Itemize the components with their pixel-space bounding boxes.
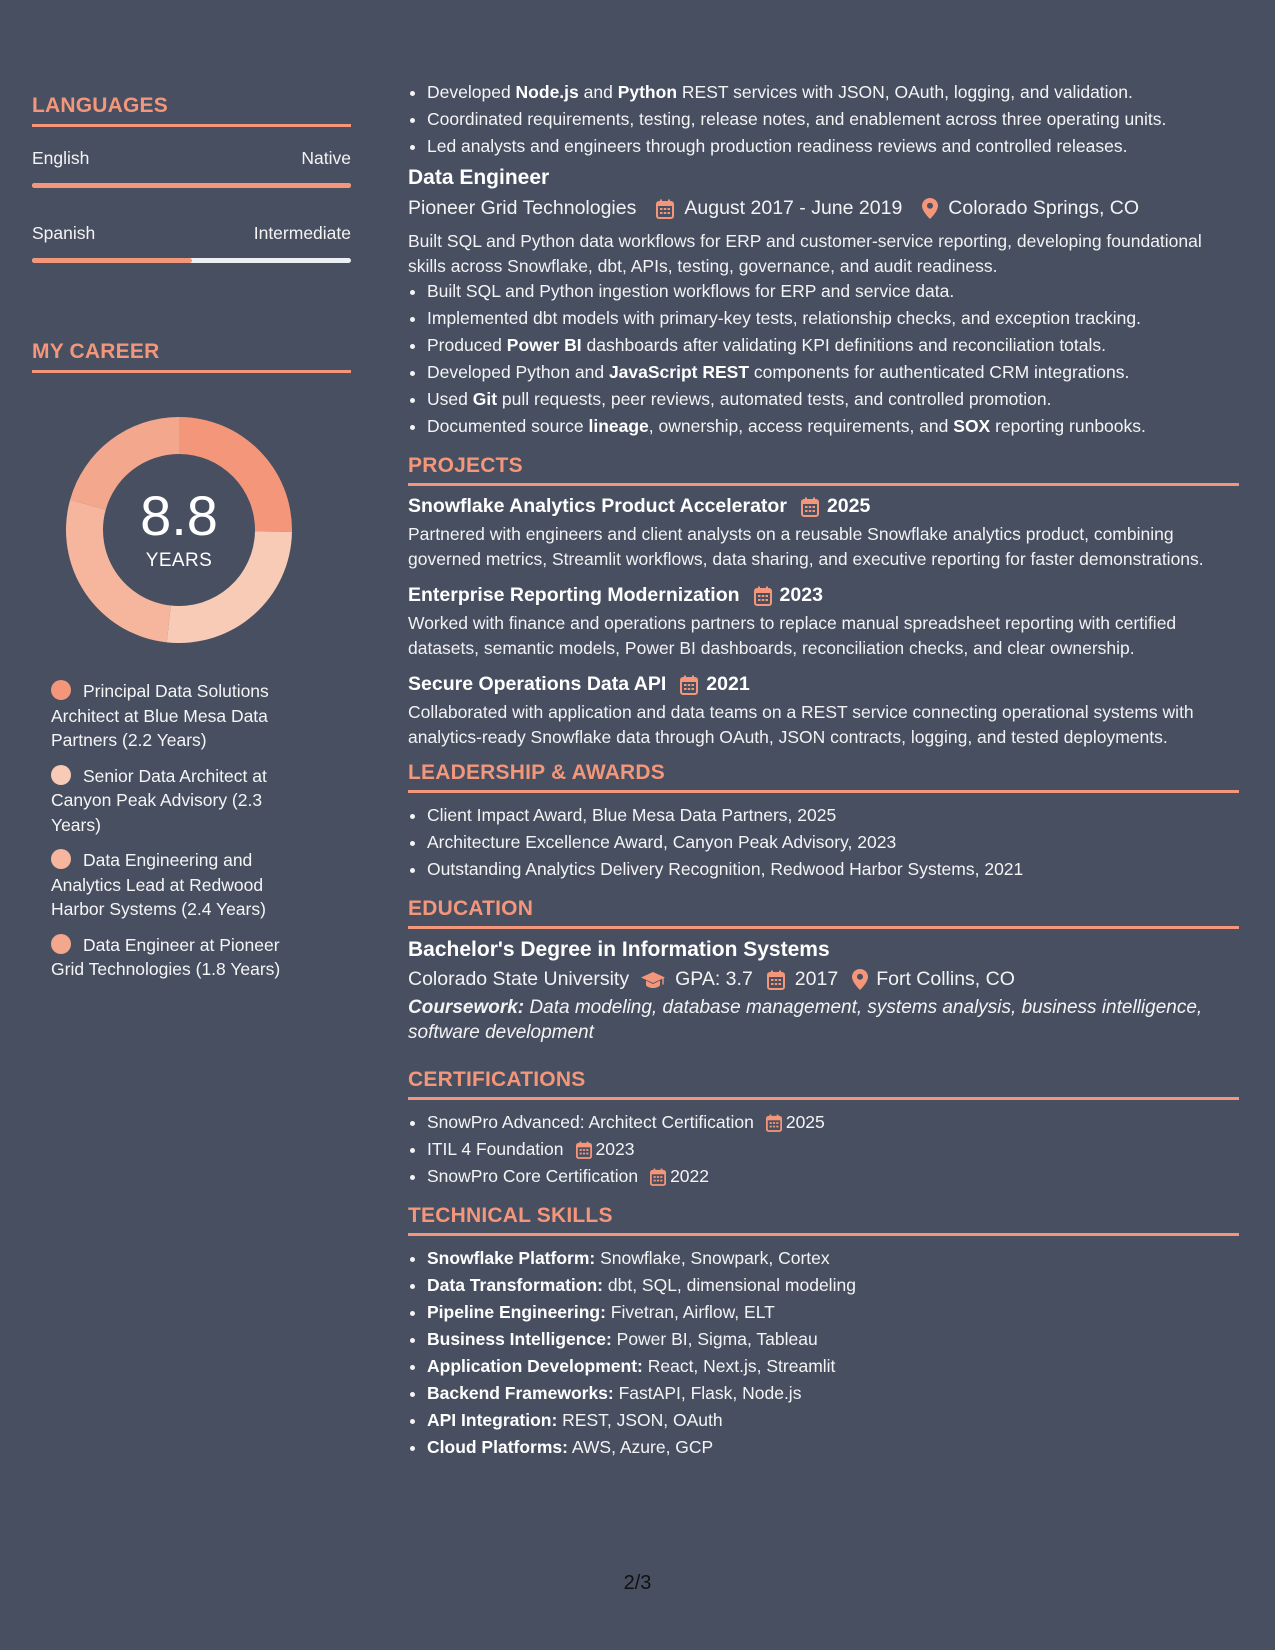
career-title: MY CAREER bbox=[32, 340, 351, 373]
career-legend bbox=[51, 679, 313, 982]
company-name: Pioneer Grid Technologies bbox=[408, 197, 637, 219]
skill-category: Cloud Platforms: bbox=[427, 1437, 568, 1457]
bullet-text: , ownership, access requirements, and bbox=[648, 416, 954, 436]
project-name: Secure Operations Data API bbox=[408, 673, 667, 695]
languages-title: LANGUAGES bbox=[32, 94, 351, 127]
total-years-value: 8.8 bbox=[140, 484, 218, 547]
skill-item bbox=[427, 1380, 1239, 1407]
project-name: Snowflake Analytics Product Accelerator bbox=[408, 495, 787, 517]
coursework-text: Data modeling, database management, systems analysis, business intelligence, software development bbox=[408, 997, 1203, 1043]
certification-year: 2025 bbox=[785, 1112, 825, 1132]
bullet-text: pull requests, peer reviews, automated tests, and controlled promotion. bbox=[497, 389, 1052, 409]
experience-bullet bbox=[427, 413, 1239, 440]
career-role-label: Senior Data Architect at Canyon Peak Advisory (2.3 Years) bbox=[51, 765, 267, 835]
project-item bbox=[408, 584, 1239, 660]
skill-category: Data Transformation: bbox=[427, 1275, 603, 1295]
skill-values: Power BI, Sigma, Tableau bbox=[611, 1329, 818, 1349]
calendar-icon bbox=[801, 497, 819, 517]
certification-name: • ITIL 4 Foundation bbox=[427, 1139, 564, 1159]
legend-dot bbox=[51, 849, 71, 869]
job-title: Data Engineer bbox=[408, 166, 550, 189]
calendar-icon bbox=[656, 199, 674, 219]
bullet-text: reporting runbooks. bbox=[990, 416, 1146, 436]
skill-item bbox=[427, 1326, 1239, 1353]
awards-title: LEADERSHIP & AWARDS bbox=[408, 761, 1239, 793]
language-proficiency-bar bbox=[32, 183, 351, 188]
career-role-label: Data Engineering and Analytics Lead at Redwood Harbor Systems (2.4 Years) bbox=[51, 850, 266, 919]
award-item: • Client Impact Award, Blue Mesa Data Partners, 2025 bbox=[427, 802, 1239, 829]
experience-bullet bbox=[427, 305, 1239, 332]
calendar-icon bbox=[650, 1168, 666, 1186]
skill-values: REST, JSON, OAuth bbox=[557, 1410, 723, 1430]
skill-item bbox=[427, 1299, 1239, 1326]
bullet-text: Produced bbox=[427, 335, 507, 355]
certification-name: • SnowPro Core Certification bbox=[427, 1166, 639, 1186]
language-item bbox=[32, 148, 351, 188]
skill-category: Business Intelligence: bbox=[427, 1329, 612, 1349]
certification-item bbox=[427, 1163, 1239, 1190]
legend-dot bbox=[51, 765, 71, 785]
project-description: Worked with finance and operations partners to replace manual spreadsheet reporting with certified datasets, semantic models, Power BI dashboards, reconciliation checks, and clear ownership. bbox=[408, 613, 1177, 658]
skill-category: Application Development: bbox=[427, 1356, 643, 1376]
legend-dot bbox=[51, 680, 71, 700]
skill-values: React, Next.js, Streamlit bbox=[642, 1356, 836, 1376]
awards-list bbox=[408, 802, 1239, 883]
job-entry bbox=[408, 166, 1239, 440]
career-legend-item bbox=[51, 679, 313, 753]
skill-values: AWS, Azure, GCP bbox=[567, 1437, 714, 1457]
graduation-year: 2017 bbox=[794, 968, 839, 990]
certification-year: 2022 bbox=[670, 1166, 709, 1186]
school-location: Fort Collins, CO bbox=[876, 968, 1015, 990]
gpa: GPA: 3.7 bbox=[675, 968, 753, 990]
bullet-text: Used bbox=[427, 389, 473, 409]
previous-job-bullets bbox=[408, 79, 1239, 160]
location-pin-icon bbox=[852, 969, 868, 990]
experience-bullet bbox=[427, 386, 1239, 413]
education-meta bbox=[408, 968, 1239, 991]
skill-category: Backend Frameworks: bbox=[427, 1383, 614, 1403]
experience-bullet bbox=[427, 79, 1239, 106]
bullet-text: dashboards after validating KPI definitions and reconciliation totals. bbox=[581, 335, 1107, 355]
certification-item bbox=[427, 1109, 1239, 1136]
language-item bbox=[32, 223, 351, 263]
language-proficiency-fill bbox=[32, 258, 192, 263]
career-role-label: Data Engineer at Pioneer Grid Technologies (1.8 Years) bbox=[51, 934, 281, 979]
job-bullets bbox=[408, 278, 1239, 440]
job-dates: August 2017 - June 2019 bbox=[684, 197, 903, 219]
certifications-list bbox=[408, 1109, 1239, 1190]
project-item bbox=[408, 495, 1239, 571]
project-year: 2023 bbox=[779, 584, 823, 606]
experience-bullet bbox=[427, 359, 1239, 386]
bullet-text: Developed Python and bbox=[427, 362, 609, 382]
language-proficiency-bar bbox=[32, 258, 351, 263]
degree-title: Bachelor's Degree in Information Systems bbox=[408, 938, 830, 961]
bullet-text: Documented source bbox=[427, 416, 589, 436]
bullet-text: components for authenticated CRM integrations. bbox=[749, 362, 1130, 382]
calendar-icon bbox=[767, 970, 785, 990]
bullet-text: and bbox=[578, 82, 618, 102]
bold-keyword: Git bbox=[472, 389, 498, 409]
language-name: Spanish bbox=[32, 223, 96, 243]
bold-keyword: lineage bbox=[588, 416, 649, 436]
calendar-icon bbox=[754, 586, 772, 606]
skills-title: TECHNICAL SKILLS bbox=[408, 1204, 1239, 1236]
career-donut-chart bbox=[66, 417, 292, 643]
skill-item bbox=[427, 1353, 1239, 1380]
calendar-icon bbox=[680, 675, 698, 695]
project-year: 2021 bbox=[706, 673, 750, 695]
coursework bbox=[408, 996, 1239, 1045]
skill-values: Snowflake, Snowpark, Cortex bbox=[595, 1248, 830, 1268]
career-role-label: Principal Data Solutions Architect at Blue Mesa Data Partners (2.2 Years) bbox=[51, 681, 269, 750]
skill-values: dbt, SQL, dimensional modeling bbox=[603, 1275, 856, 1295]
coursework-label: Coursework: bbox=[408, 997, 525, 1018]
skill-item bbox=[427, 1434, 1239, 1461]
job-meta bbox=[408, 197, 1239, 220]
education-title: EDUCATION bbox=[408, 897, 1239, 929]
job-location: Colorado Springs, CO bbox=[948, 197, 1140, 219]
main-content bbox=[408, 79, 1239, 1461]
bullet-text: Developed bbox=[427, 82, 516, 102]
skill-item bbox=[427, 1272, 1239, 1299]
experience-bullet bbox=[427, 332, 1239, 359]
skill-item bbox=[427, 1407, 1239, 1434]
certifications-title: CERTIFICATIONS bbox=[408, 1068, 1239, 1100]
project-description: Partnered with engineers and client analysts on a reusable Snowflake analytics product, combining governed metrics, Streamlit workflows, data sharing, and executive reporting for faster demonstrations. bbox=[408, 524, 1204, 569]
legend-dot bbox=[51, 934, 71, 954]
bullet-text: Led analysts and engineers through production readiness reviews and controlled releases. bbox=[427, 136, 1128, 156]
calendar-icon bbox=[576, 1141, 592, 1159]
language-level: Intermediate bbox=[253, 223, 351, 243]
language-name: English bbox=[32, 148, 90, 168]
experience-bullet bbox=[427, 278, 1239, 305]
projects-title: PROJECTS bbox=[408, 454, 1239, 486]
skill-values: Fivetran, Airflow, ELT bbox=[605, 1302, 775, 1322]
language-level: Native bbox=[301, 148, 351, 168]
graduation-cap-icon bbox=[641, 971, 665, 989]
bullet-text: Built SQL and Python ingestion workflows for ERP and service data. bbox=[427, 281, 955, 301]
total-years-unit: YEARS bbox=[145, 550, 213, 571]
certification-name: • SnowPro Advanced: Architect Certification bbox=[427, 1112, 754, 1132]
calendar-icon bbox=[766, 1114, 782, 1132]
project-description: Collaborated with application and data teams on a REST service connecting operational systems with analytics-ready Snowflake data through OAuth, JSON contracts, logging, and tested deployments. bbox=[408, 702, 1194, 747]
bullet-text: Implemented dbt models with primary-key tests, relationship checks, and exception tracking. bbox=[427, 308, 1141, 328]
skills-list bbox=[408, 1245, 1239, 1461]
school-name: Colorado State University bbox=[408, 968, 630, 990]
bold-keyword: Power BI bbox=[506, 335, 582, 355]
certification-year: 2023 bbox=[595, 1139, 635, 1159]
bullet-text: REST services with JSON, OAuth, logging, and validation. bbox=[677, 82, 1133, 102]
project-name: Enterprise Reporting Modernization bbox=[408, 584, 740, 606]
job-summary: Built SQL and Python data workflows for ERP and customer-service reporting, developing foundational skills across Snowflake, dbt, APIs, testing, governance, and audit readiness. bbox=[408, 231, 1202, 276]
bullet-text: Coordinated requirements, testing, release notes, and enablement across three operating units. bbox=[427, 109, 1167, 129]
bold-keyword: Node.js bbox=[515, 82, 579, 102]
skill-category: Snowflake Platform: bbox=[427, 1248, 596, 1268]
skill-item bbox=[427, 1245, 1239, 1272]
career-legend-item bbox=[51, 764, 313, 838]
project-year: 2025 bbox=[826, 495, 871, 517]
certification-item bbox=[427, 1136, 1239, 1163]
education-entry bbox=[408, 938, 1239, 1045]
bold-keyword: Python bbox=[617, 82, 678, 102]
language-proficiency-fill bbox=[32, 183, 351, 188]
experience-bullet bbox=[427, 106, 1239, 133]
career-legend-item bbox=[51, 933, 313, 982]
sidebar bbox=[32, 94, 351, 993]
bold-keyword: SOX bbox=[953, 416, 991, 436]
bold-keyword: JavaScript REST bbox=[608, 362, 750, 382]
career-legend-item bbox=[51, 848, 313, 922]
skill-category: Pipeline Engineering: bbox=[427, 1302, 606, 1322]
experience-bullet bbox=[427, 133, 1239, 160]
page-number: 2/3 bbox=[623, 1572, 652, 1594]
donut-center bbox=[66, 417, 292, 643]
award-item: • Outstanding Analytics Delivery Recognition, Redwood Harbor Systems, 2021 bbox=[427, 856, 1239, 883]
award-item: • Architecture Excellence Award, Canyon Peak Advisory, 2023 bbox=[427, 829, 1239, 856]
location-pin-icon bbox=[922, 198, 938, 219]
project-item bbox=[408, 673, 1239, 749]
skill-category: API Integration: bbox=[427, 1410, 558, 1430]
skill-values: FastAPI, Flask, Node.js bbox=[613, 1383, 802, 1403]
